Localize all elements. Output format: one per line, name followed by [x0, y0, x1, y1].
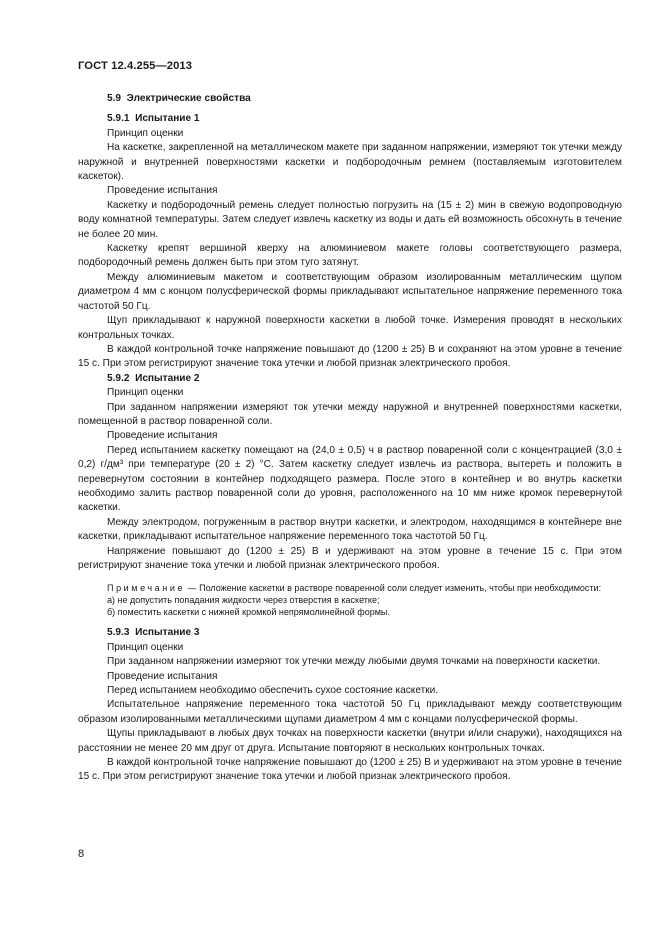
paragraph: При заданном напряжении измеряют ток утечки между любыми двумя точками на поверхности каскетки.: [107, 656, 601, 668]
note-item-a: а) не допустить попадания жидкости через отверстия в каскетке;: [107, 595, 380, 606]
paragraph: Испытательное напряжение переменного тока частотой 50 Гц прикладывают между соответствующим образом изолированными металлическими щупами диаметром 4 мм с концами полусферической формы.: [78, 699, 622, 725]
paragraph: Перед испытанием каскетку помещают на (24,0 ± 0,5) ч в раствор поваренной соли с концентрацией (3,0 ± 0,2) г/дм³ при температуре (20 ± 2) °С. Затем каскетку следует извлечь из раствора, вытереть и положить в перевернутом состоянии в контейнер подходящего размера. После этого в контейнер и во внутрь каскетки необходимо залить раствор поваренной соли до уровня, расположенного на 10 мм ниже кромок перевернутой каскетки.: [78, 444, 622, 514]
paragraph: Щупы прикладывают в любых двух точках на поверхности каскетки (внутри и/или снаружи), находящихся на расстоянии не менее 20 мм друг от друга. Испытание повторяют в нескольких контрольных точках.: [78, 728, 622, 754]
section-title: Электрические свойства: [126, 93, 251, 104]
paragraph: Между электродом, погруженным в раствор внутри каскетки, и электродом, находящимся в контейнере вне каскетки, прикладывают испытательное напряжение переменного тока частотой 50 Гц.: [78, 516, 622, 543]
note-block: [78, 582, 622, 618]
subsection-heading-2: [78, 372, 622, 386]
page-number: 8: [78, 848, 85, 860]
subsection-number: 5.9.3: [107, 627, 130, 639]
note-label: Примечание: [107, 583, 186, 594]
paragraph: Каскетку крепят вершиной кверху на алюминиевом макете головы соответствующего размера, подбородочный ремень должен быть при этом туго затянут.: [78, 243, 622, 269]
subsection-heading-3: [78, 626, 622, 640]
procedure-label: Проведение испытания: [107, 670, 218, 682]
paragraph: При заданном напряжении измеряют ток утечки между наружной и внутренней поверхностями каскетки, помещенной в раствор поваренной соли.: [78, 401, 622, 427]
section-heading: [78, 92, 622, 106]
paragraph: Каскетку и подбородочный ремень следует полностью погрузить на (15 ± 2) мин в свежую водопроводную воду комнатной температуры. Затем следует извлечь каскетку из воды и дать ей возможность обсохнуть в течение не более 20 мин.: [78, 199, 622, 240]
paragraph: Между алюминиевым макетом и соответствующим образом изолированным металлическим щупом диаметром 4 мм с концом полусферической формы прикладывают испытательное напряжение переменного тока частотой 50 Гц.: [78, 271, 622, 312]
paragraph: Напряжение повышают до (1200 ± 25) В и удерживают на этом уровне в течение 15 с. При этом регистрируют значение тока утечки и любой признак электрического пробоя.: [78, 545, 622, 571]
note-paragraph: [78, 582, 622, 594]
standard-header: ГОСТ 12.4.255—2013: [78, 60, 193, 72]
document-body: [78, 90, 622, 785]
paragraph: Щуп прикладывают к наружной поверхности каскетки в любой точке. Измерения проводят в нескольких контрольных точках.: [78, 315, 622, 341]
paragraph: На каскетке, закрепленной на металлическом макете при заданном напряжении, измеряют ток утечки между наружной и внутренней поверхностями каскетки и подбородочным ремнем (поставляемым изготовителем каскеток).: [78, 142, 622, 183]
principle-label: Принцип оценки: [107, 387, 184, 399]
paragraph: В каждой контрольной точке напряжение повышают до (1200 ± 25) В и сохраняют на этом уровне в течение 15 с. При этом регистрируют значение тока утечки и любой признак электрического пробоя.: [78, 343, 622, 370]
note-text: — Положение каскетки в растворе поваренной соли следует изменить, чтобы при необходимости:: [185, 583, 602, 594]
procedure-label: Проведение испытания: [107, 185, 218, 197]
principle-label: Принцип оценки: [107, 127, 184, 139]
subsection-title: Испытание 2: [135, 372, 200, 384]
paragraph: В каждой контрольной точке напряжение повышают до (1200 ± 25) В и удерживают на этом уровне в течение 15 с. При этом регистрируют значение тока утечки и любой признак электрического пробоя.: [78, 757, 622, 783]
subsection-number: 5.9.2: [107, 372, 130, 384]
note-item-b: б) поместить каскетки с нижней кромкой непрямолинейной формы.: [107, 607, 390, 618]
section-number: 5.9: [107, 93, 122, 104]
paragraph: Перед испытанием необходимо обеспечить сухое состояние каскетки.: [107, 685, 439, 697]
procedure-label: Проведение испытания: [107, 430, 218, 442]
principle-label: Принцип оценки: [107, 641, 184, 653]
subsection-number: 5.9.1: [107, 113, 130, 125]
subsection-heading-1: [78, 112, 622, 126]
subsection-title: Испытание 3: [135, 627, 200, 639]
subsection-title: Испытание 1: [135, 113, 200, 125]
